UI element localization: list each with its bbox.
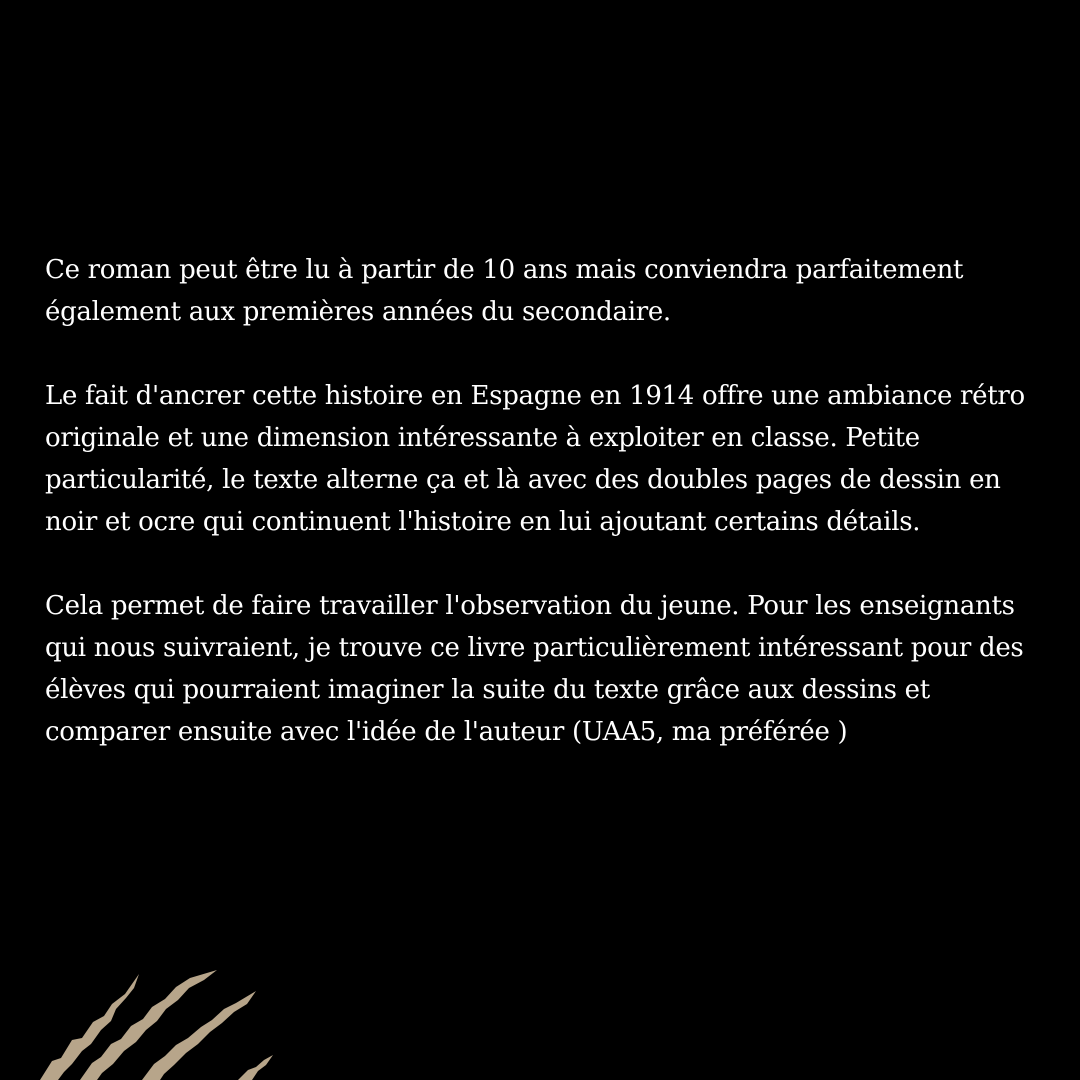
claw-mark-4	[238, 1055, 273, 1080]
paragraph-1: Ce roman peut être lu à partir de 10 ans mais conviendra parfaitement également aux premières années du secondaire.	[45, 255, 964, 327]
paragraph-2: Le fait d'ancrer cette histoire en Espagne en 1914 offre une ambiance rétro originale et une dimension intéressante à exploiter en classe. Petite particularité, le texte alterne ça et là avec des doubles pages de dessin en noir et ocre qui continuent l'histoire en lui ajoutant certains détails.	[45, 381, 1025, 537]
paragraph-3: Cela permet de faire travailler l'observation du jeune. Pour les enseignants qui nous suivraient, je trouve ce livre particulièrement intéressant pour des élèves qui pourraient imaginer la suite du texte grâce aux dessins et comparer ensuite avec l'idée de l'auteur (UAA5, ma préférée )	[45, 591, 1024, 747]
review-text	[45, 249, 1045, 753]
claw-mark-1	[40, 974, 139, 1080]
claw-marks-icon	[0, 960, 300, 1080]
